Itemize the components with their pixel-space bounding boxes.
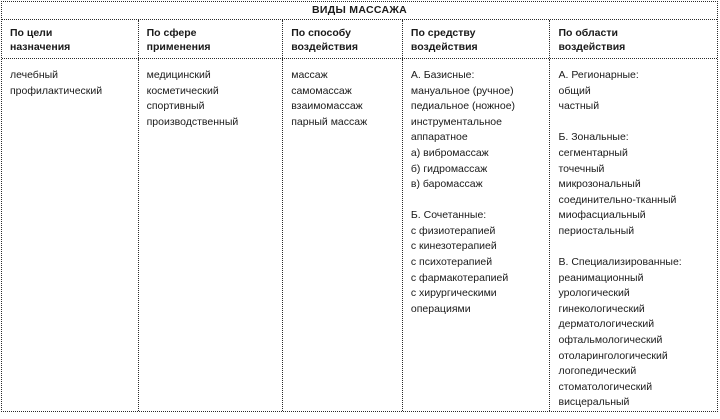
cell-line: Б. Зональные:	[558, 131, 629, 144]
cell-line: соединительно-тканный	[558, 193, 677, 206]
table-title-row	[2, 2, 717, 20]
cell-line: б) гидромассаж	[410, 162, 488, 175]
cell-line: сегментарный	[558, 146, 628, 159]
cell-line: профилактический	[10, 84, 103, 97]
cell-line: отоларингологический	[558, 349, 668, 362]
column-body-sphere	[139, 59, 284, 411]
cell-line: логопедический	[558, 365, 637, 378]
column-header-line: По средству	[410, 26, 476, 39]
column-header-line: воздействия	[558, 40, 626, 53]
cell-line: а) вибромассаж	[410, 146, 489, 159]
column-body-purpose	[2, 59, 139, 411]
cell-line: А. Базисные:	[410, 68, 475, 81]
cell-line: лечебный	[10, 68, 59, 81]
cell-line: с фармакотерапией	[410, 271, 509, 284]
cell-line: производственный	[146, 115, 239, 128]
cell-line: В. Специализированные:	[558, 256, 682, 269]
column-header-line: назначения	[10, 40, 71, 53]
column-header-line: воздействия	[410, 40, 478, 53]
column-header-line: По области	[558, 26, 618, 39]
cell-line: с психотерапией	[410, 256, 493, 269]
cell-line: парный массаж	[291, 115, 368, 128]
cell-line: Б. Сочетанные:	[410, 209, 487, 222]
cell-line: гинекологический	[558, 302, 645, 315]
block-spacer	[411, 193, 546, 209]
massage-types-table	[1, 1, 718, 412]
cell-line: частный	[558, 100, 600, 113]
column-header-area	[550, 20, 717, 58]
column-body-means	[403, 59, 551, 411]
cell-line: микрозональный	[558, 178, 641, 191]
cell-line: с физиотерапией	[410, 224, 496, 237]
column-header-line: По способу	[291, 26, 351, 39]
cell-line: педиальное (ножное)	[410, 100, 516, 113]
column-header-line: По цели	[10, 26, 53, 39]
column-header-purpose	[2, 20, 139, 58]
cell-line: косметический	[146, 84, 219, 97]
column-header-line: воздействия	[291, 40, 359, 53]
column-body-method	[283, 59, 403, 411]
table-title: ВИДЫ МАССАЖА	[311, 4, 408, 17]
column-header-line: По сфере	[146, 26, 197, 39]
cell-line: реанимационный	[558, 271, 644, 284]
cell-line: общий	[558, 84, 591, 97]
table-body-row	[2, 59, 717, 411]
cell-line: миофасциальный	[558, 209, 646, 222]
cell-line: операциями	[410, 302, 471, 315]
cell-line: точечный	[558, 162, 605, 175]
block-spacer	[558, 115, 713, 131]
cell-line: самомассаж	[291, 84, 352, 97]
cell-line: спортивный	[146, 100, 205, 113]
column-body-area	[550, 59, 717, 411]
cell-line: с кинезотерапией	[410, 240, 497, 253]
table-header-row	[2, 20, 717, 59]
cell-line: инструментальное	[410, 115, 502, 128]
cell-line: медицинский	[146, 68, 211, 81]
column-header-sphere	[139, 20, 284, 58]
cell-line: с хирургическими	[410, 287, 497, 300]
column-header-line: применения	[146, 40, 211, 53]
cell-line: мануальное (ручное)	[410, 84, 514, 97]
cell-line: офтальмологический	[558, 334, 663, 347]
cell-line: аппаратное	[410, 131, 468, 144]
cell-line: массаж	[291, 68, 328, 81]
cell-line: дерматологический	[558, 318, 655, 331]
cell-line: взаимомассаж	[291, 100, 363, 113]
cell-line: висцеральный	[558, 396, 630, 409]
cell-line: в) баромассаж	[410, 178, 483, 191]
cell-line: периостальный	[558, 224, 635, 237]
block-spacer	[558, 239, 713, 255]
cell-line: стоматологический	[558, 380, 653, 393]
column-header-means	[403, 20, 551, 58]
cell-line: А. Регионарные:	[558, 68, 639, 81]
cell-line: урологический	[558, 287, 630, 300]
column-header-method	[283, 20, 403, 58]
